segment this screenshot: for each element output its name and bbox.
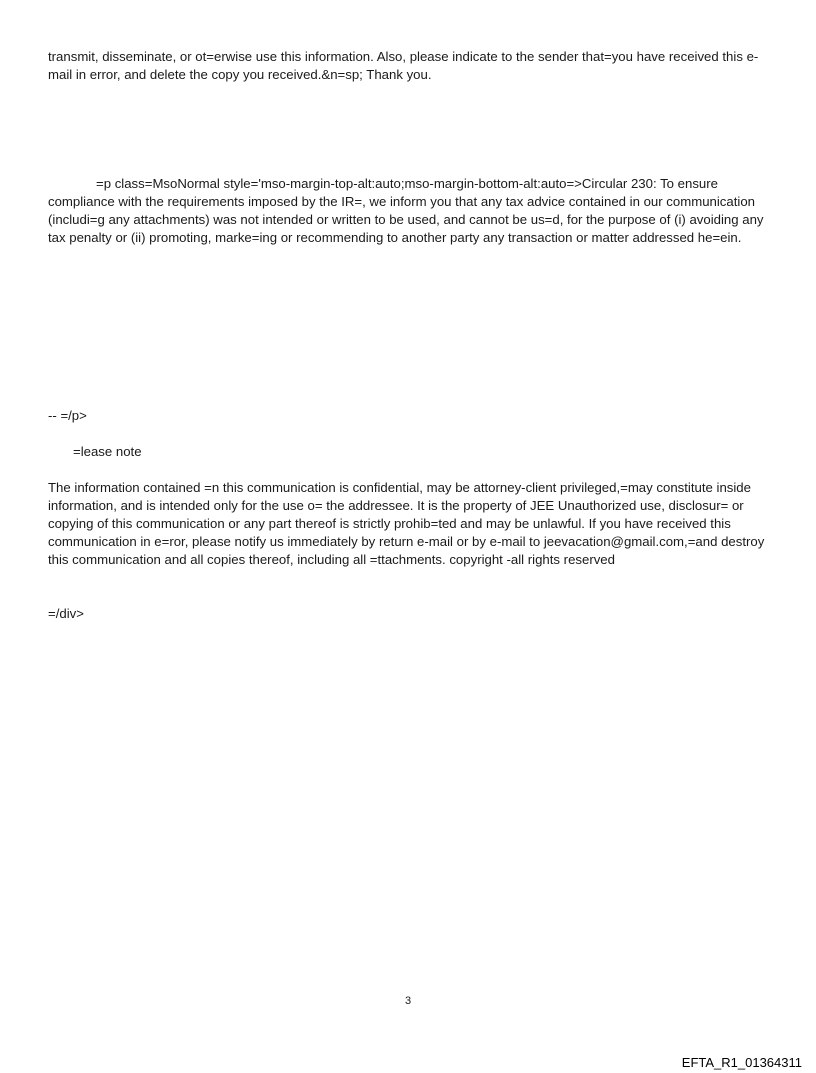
line-please-note: =lease note — [73, 444, 142, 459]
paragraph-circular-230: =p class=MsoNormal style='mso-margin-top-alt:auto;mso-margin-bottom-alt:auto=>Circular 230: To ensure compliance with the requirements imposed by the IR=, we inform you that any tax advice contained in our communication (includi=g any attachments) was not intended or written to be used, and cannot be us=d, for the purpose of (i) avoiding any tax penalty or (ii) promoting, marke=ing or recommending to another party any transaction or matter addressed he=ein. — [48, 176, 764, 245]
page-number: 3 — [404, 995, 412, 1007]
line-div-tag: =/div> — [48, 606, 84, 621]
paragraph-disclaimer-end: transmit, disseminate, or ot=erwise use this information. Also, please indicate to the sender that=you have received this e-mail in error, and delete the copy you received.&n=sp; Thank you. — [48, 49, 759, 82]
line-closing-tag: -- =/p> — [48, 408, 87, 423]
document-id: EFTA_R1_01364311 — [681, 1055, 802, 1070]
paragraph-confidentiality-notice: The information contained =n this communication is confidential, may be attorney-client privileged,=may constitute inside information, and is intended only for the use o= the addressee. It is the property of JEE Unauthorized use, disclosur= or copying of this communication or any part thereof is strictly prohib=ted and may be unlawful. If you have received this communication in e=ror, please notify us immediately by return e-mail or by e-mail to jeevacation@gmail.com,=and destroy this communication and all copies thereof, including all =ttachments. copyright -all rights reserved — [48, 480, 765, 567]
